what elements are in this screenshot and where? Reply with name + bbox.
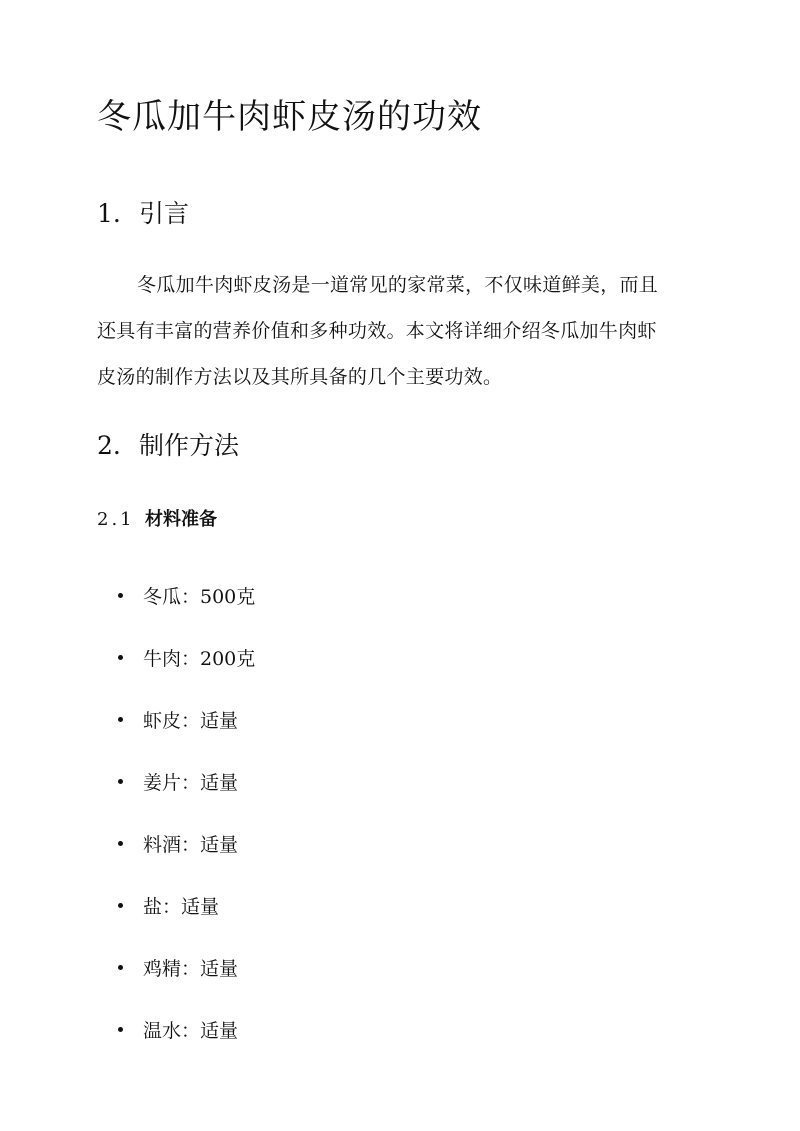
- bullet-icon: [118, 965, 123, 970]
- subsection-title: 材料准备: [145, 509, 217, 530]
- paragraph-line: 还具有丰富的营养价值和多种功效。本文将详细介绍冬瓜加牛肉虾: [97, 320, 657, 342]
- section-title: 引言: [139, 199, 190, 228]
- list-item: [118, 750, 255, 812]
- bullet-icon: [118, 717, 123, 722]
- bullet-icon: [118, 655, 123, 660]
- bullet-icon: [118, 841, 123, 846]
- list-item: [118, 998, 255, 1060]
- paragraph-line: 冬瓜加牛肉虾皮汤是一道常见的家常菜，不仅味道鲜美，而且: [137, 274, 659, 296]
- list-item-text: 温水：适量: [143, 1019, 239, 1042]
- bullet-icon: [118, 593, 123, 598]
- subsection-heading-ingredients: [97, 507, 217, 533]
- section-number: 2.: [97, 431, 121, 460]
- list-item: [118, 812, 255, 874]
- list-item: [118, 626, 255, 688]
- list-item-text: 冬瓜：500克: [143, 585, 256, 608]
- section-heading-method: [97, 428, 239, 464]
- section-number: 1.: [97, 199, 121, 228]
- introduction-paragraph: [97, 262, 703, 400]
- list-item-text: 料酒：适量: [143, 833, 239, 856]
- list-item-text: 鸡精：适量: [143, 957, 239, 980]
- list-item-text: 盐：适量: [143, 895, 220, 918]
- list-item: [118, 688, 255, 750]
- bullet-icon: [118, 779, 123, 784]
- list-item: [118, 874, 255, 936]
- bullet-icon: [118, 1027, 123, 1032]
- section-title: 制作方法: [139, 431, 240, 460]
- ingredient-list: [118, 564, 255, 1060]
- section-heading-introduction: [97, 196, 189, 232]
- list-item-text: 牛肉：200克: [143, 647, 256, 670]
- bullet-icon: [118, 903, 123, 908]
- list-item-text: 姜片：适量: [143, 771, 239, 794]
- paragraph-line: 皮汤的制作方法以及其所具备的几个主要功效。: [97, 366, 503, 388]
- list-item: [118, 564, 255, 626]
- document-title: 冬瓜加牛肉虾皮汤的功效: [97, 97, 482, 137]
- list-item: [118, 936, 255, 998]
- list-item-text: 虾皮：适量: [143, 709, 239, 732]
- subsection-number: 2.1: [97, 509, 135, 530]
